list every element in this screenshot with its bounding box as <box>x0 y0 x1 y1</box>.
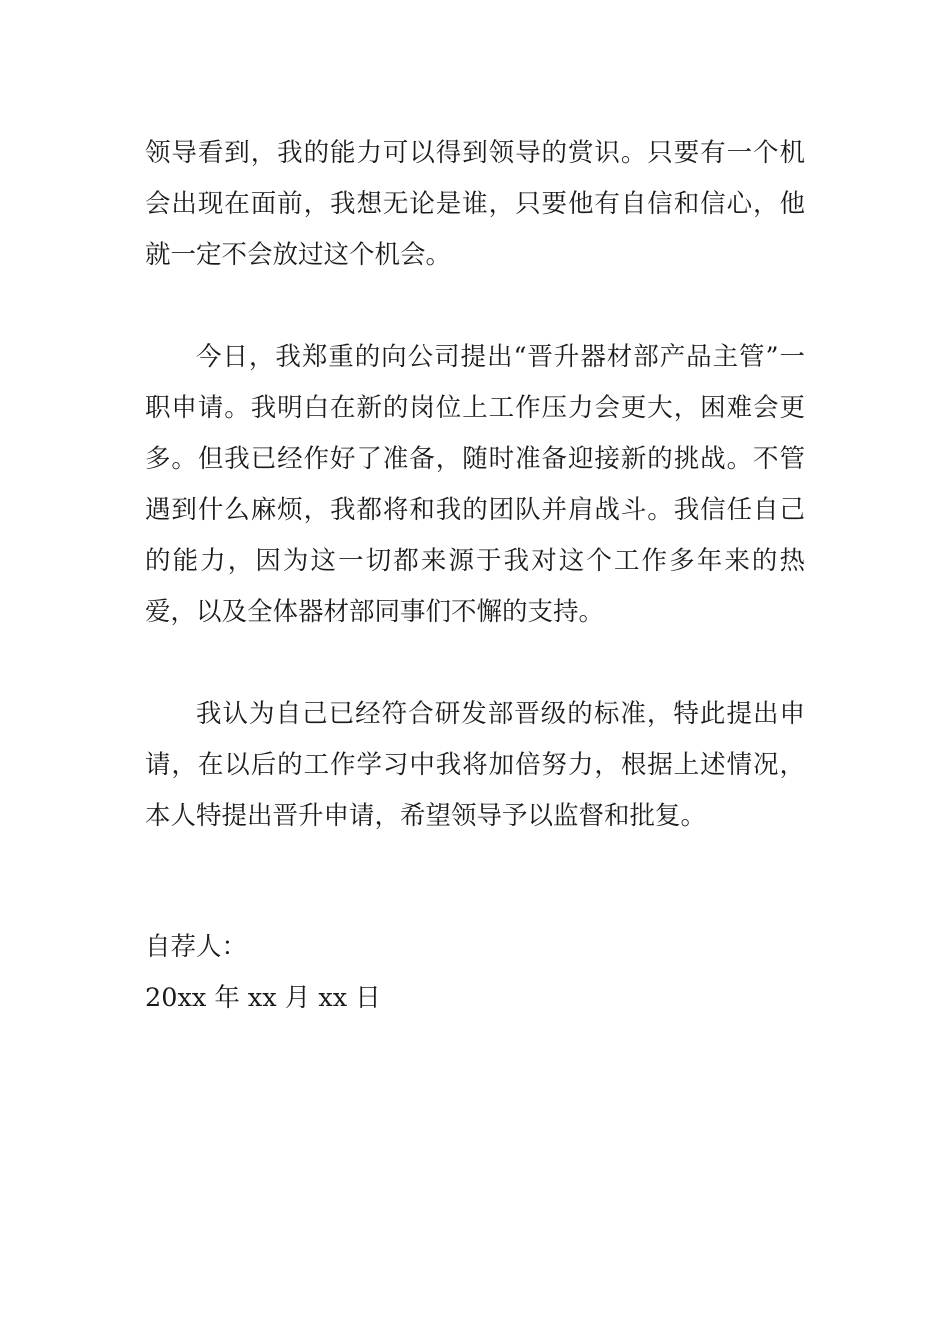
paragraph-conclusion: 我认为自己已经符合研发部晋级的标准，特此提出申请，在以后的工作学习中我将加倍努力，根据上述情况，本人特提出晋升申请，希望领导予以监督和批复。 <box>145 699 805 831</box>
document-body <box>145 128 805 842</box>
paragraph-continuation: 领导看到，我的能力可以得到领导的赏识。只要有一个机会出现在面前，我想无论是谁，只要他有自信和信心，他就一定不会放过这个机会。 <box>145 138 805 270</box>
paragraph-gap <box>145 638 805 689</box>
signature-label: 自荐人： <box>145 932 248 962</box>
paragraph-gap <box>145 281 805 332</box>
paragraph-application: 今日，我郑重的向公司提出“晋升器材部产品主管”一职申请。我明白在新的岗位上工作压力会更大，困难会更多。但我已经作好了准备，随时准备迎接新的挑战。不管遇到什么麻烦，我都将和我的团队并肩战斗。我信任自己的能力，因为这一切都来源于我对这个工作多年来的热爱，以及全体器材部同事们不懈的支持。 <box>145 342 805 627</box>
signature-block <box>145 922 381 1024</box>
signature-date: 20xx 年 xx 月 xx 日 <box>145 983 381 1013</box>
